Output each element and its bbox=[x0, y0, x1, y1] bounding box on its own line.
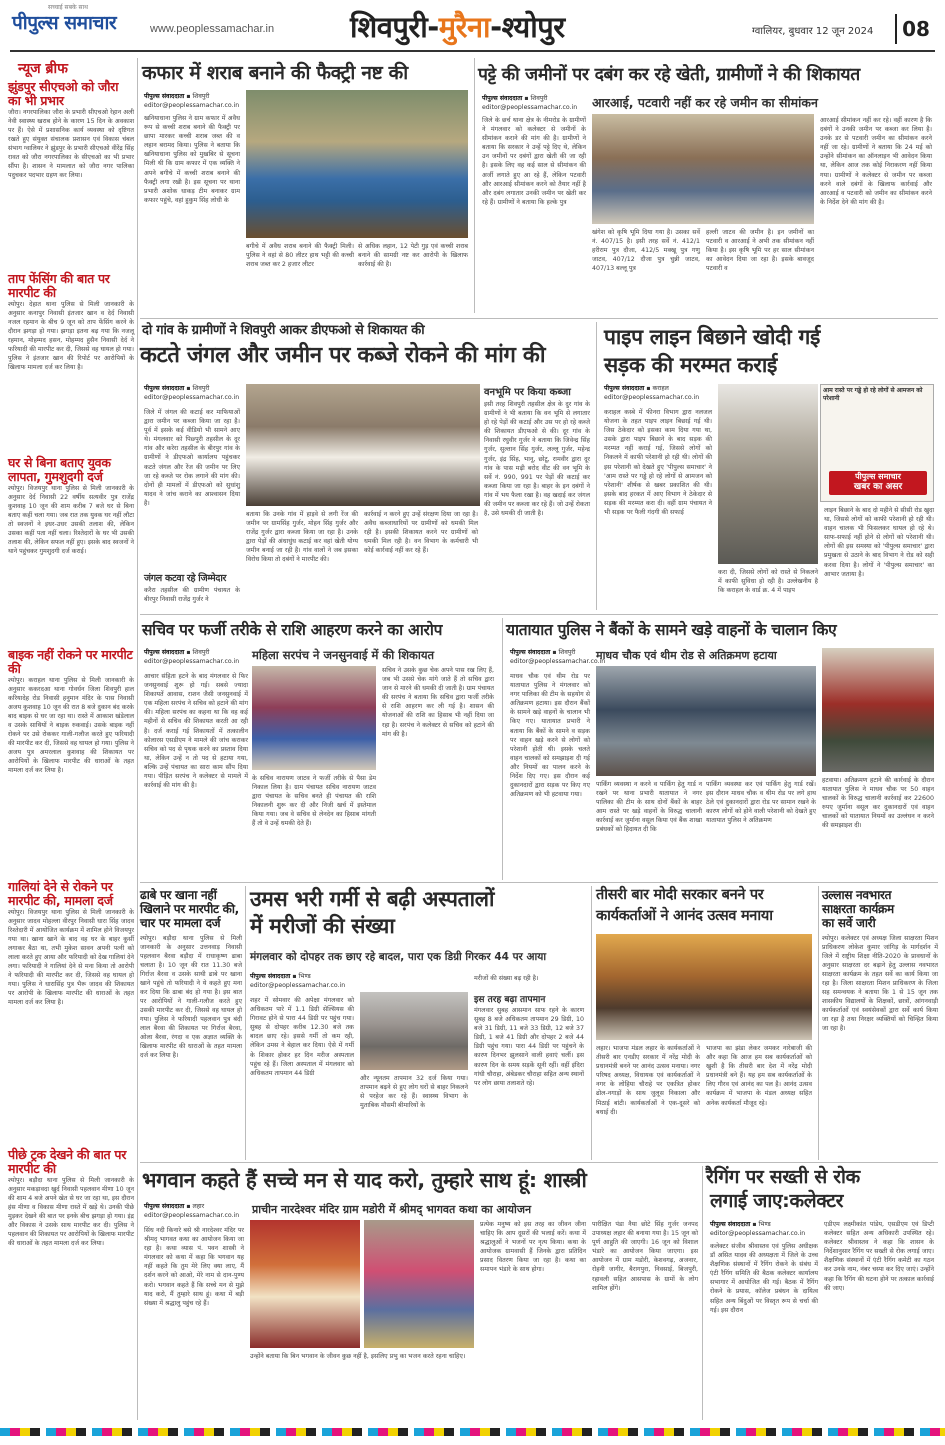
headline: पट्टे की जमीनों पर दबंग कर रहे खेती, ग्रामीणों ने की शिकायत bbox=[478, 65, 860, 85]
section-title-morena: मुरैना bbox=[438, 10, 491, 44]
dateline: ग्वालियर, बुधवार 12 जून 2024 bbox=[752, 26, 874, 37]
headline: पाइप लाइन बिछाने खोदी गई bbox=[604, 325, 820, 349]
byline-email: editor@peoplessamachar.co.in bbox=[510, 658, 606, 665]
brief-item bbox=[8, 456, 134, 644]
headline: भगवान कहते हैं सच्चे मन से याद करो, तुम्हारे साथ हूं: शास्त्री bbox=[142, 1168, 587, 1192]
story-text: सिंध नदी किनारे बसे श्री नारदेश्वर मंदिर पर श्रीमद् भागवत कथा का आयोजन किया जा रहा है। कथा व्यास पं. पवन शास्त्री ने मंगलवार को कथा में कहा कि भगवान यह नहीं कहते कि तुम मेरे लिए क्या लाए, मैं दर्शन करने को आओ, मेरे नाम से दान-पुण्य करो। भगवान कहते हैं कि सच्चे मन से मुझे याद करो, मैं तुम्हारे साथ हूं। कथा में बड़ी संख्या में श्रद्धालु पहुंच रहे हैं। bbox=[144, 1227, 244, 1307]
brief-title: गालियां देने से रोकने पर मारपीट की, मामला दर्ज bbox=[8, 879, 113, 908]
byline-reporter: पीपुल्स संवाददाता bbox=[510, 649, 551, 656]
byline: पीपुल्स संवाददाता ▪ शिवपुरी editor@peoplessamachar.co.in bbox=[144, 649, 240, 665]
subheadline: माधव चौक एवं थीम रोड से अतिक्रमण हटाया bbox=[596, 649, 777, 662]
story-text: पार्किंग व्यवस्था कर एवं पार्किंग हेतु गार्ड रखें। इस दौरान माधव चौक व थीम रोड पर लगे हाथ ठेले एवं दुकानदारों द्वारा रोड पर सामान रखने के कारण लोगों को होने वाली परेशानी को देखते हुए यातायात पुलिस ने अतिक्रमण bbox=[706, 781, 816, 825]
masthead-rule bbox=[10, 50, 935, 52]
section-rule bbox=[140, 1162, 938, 1163]
column-divider bbox=[474, 58, 475, 313]
print-color-bar bbox=[0, 1428, 945, 1436]
column-divider bbox=[702, 1166, 703, 1420]
story-text: जिले में जंगल की कटाई कर माफियाओं द्वारा जमीन पर कब्जा किया जा रहा है। पूर्व में इसके कई वीडियो भी सामने आए थे। मंगलवार को पिछ्पुरी तहसील के दूर गांव और करेरा तहसील के बीरपुर गांव के ग्रामीणों ने डीएफओ कार्यालय पहुंचकर कटते जंगल और रेंज की जमीन पर लिए जा रहे कब्जे पर रोक लगाने की मांग की। दोनों ही मामलों में डीएफओ को सुधांशु यादव ने जांच कराने का आश्वासन दिया है। bbox=[144, 409, 240, 507]
road-photo bbox=[718, 384, 818, 564]
byline-place: लहार bbox=[192, 1203, 205, 1210]
story-heat-hospitals bbox=[248, 888, 588, 1160]
story-text: बताया कि उनके गांव में हाइवे से लगी रेंज की जमीन पर ग्रामसिंह गुर्जर, मोहन सिंह गुर्जर और राजेंद्र गुर्जर द्वारा कब्जा किया जा रहा है। उनके द्वारा पेड़ों की अंधाधुंध कटाई कर वहां खेती योग्य जमीन बनाई जा रही है। गांव वालों ने जब इसका विरोध किया तो दबंगों ने मारपीट की। bbox=[246, 511, 358, 564]
headline: तीसरी बार मोदी सरकार बनने पर bbox=[596, 887, 764, 903]
brief-body: श्योपुर। कराहल थाना पुलिस से मिली जानकारी के अनुसार ककरदआ थाना गोवर्धन जिला शिवपुरी हाल करियादेह रोड निवासी हनुमान मंदिर के पास निवासी अजय कुशवाह 10 जून की रात 8 बजे दुकान बंद करके बाद बाइक से घर जा रहा था। रास्ते में आकाश खंडेलाल व उसके साथियों ने बाइक रुकवाई। उसके बाइक नहीं रोकने पर उसे रोककर गाली-गलौज करते हुए फरियादी की मारपीट कर दी, जिससे वह घायल हो गया। पुलिस ने अजय पुत्र अमरलाल कुशवाह की शिकायत पर आरोपियों के खिलाफ मारपीट की धाराओं के तहत मामला दर्ज कर लिया है। bbox=[8, 677, 134, 774]
preacher-photo bbox=[250, 1220, 360, 1348]
column-divider bbox=[245, 886, 246, 1160]
story-text: लाइन बिछाने के बाद दो महीने से सीसी रोड खुदा था, जिससे लोगों को काफी परेशानी हो रही थी। वाहन चालक भी फिसलकर घायल हो रहे थे। साफ-सफाई नहीं होने से लोगों को परेशानी थी। लोगों की इस समस्या को 'पीपुल्स समाचार' द्वारा प्रमुखता से उठाने के बाद विभाग ने रोड को सही करवा दिया है। लोगों ने 'पीपुल्स समाचार' का आभार जताया है। bbox=[824, 507, 934, 578]
story-text: एडीएम लक्ष्मीकांत पांडेय, एसडीएम एवं डिप्टी कलेक्टर सहित अन्य अधिकारी उपस्थित रहे। कलेक्टर श्रीवास्तव ने कहा कि शासन के निर्देशानुसार रैगिंग पर सख्ती से रोक लगाई जाए। शैक्षणिक संस्थानों में एंटी रैगिंग कमेटी का गठन कर उनके नाम, नंबर चस्पा कर दिए जाएं। उन्होंने कहा कि रैगिंग की घटना होने पर तत्काल कार्रवाई की जाए। bbox=[824, 1221, 934, 1292]
story-dhaba-assault bbox=[140, 888, 242, 1160]
brief-item bbox=[8, 880, 134, 1144]
sarpanch-photo bbox=[252, 666, 376, 770]
story-text: हटवाया। अतिक्रमण हटाने की कार्रवाई के दौरान यातायात पुलिस ने माधव चौक पर 50 वाहन चालकों के विरुद्ध चालानी कार्रवाई कर 22600 रुपए जुर्माना वसूल कर दुकानदारों एवं वाहन चालकों को यातायात नियमों का उल्लंघन न करने की समझाइश दी। bbox=[822, 777, 934, 830]
byline: पीपुल्स संवाददाता ▪ शिवपुरी editor@peoplessamachar.co.in bbox=[482, 95, 578, 111]
story-text: मरीजों की संख्या बढ़ रही है। bbox=[474, 975, 539, 982]
story-text: मंगलवार सुबह आसमान साफ रहने के कारण सुबह 8 बजे अधिकतम तापमान 29 डिग्री, 10 बजे 31 डिग्री, 11 बजे 33 डिग्री, 12 बजे 37 डिग्री, 1 बजे 41 डिग्री और दोपहर 2 बजे 44 डिग्री पहुंच गया। पारा 44 डिग्री पर पहुंचने के कारण दिनभर झुलसाने वाली हवाएं चलीं। इस कारण दिन के समय सड़कें सूनी रहीं। वहीं इंदिरा गांधी चौराहा, अंबेडकर चौराहा सहित अन्य स्थानों पर लोग छाया तलाशते रहे। bbox=[474, 1007, 584, 1087]
byline-place: कराहल bbox=[652, 385, 669, 392]
clip-badge bbox=[829, 471, 927, 495]
byline-place: शिवपुरी bbox=[192, 93, 210, 100]
brief-item bbox=[8, 272, 134, 452]
brand-logo bbox=[12, 4, 152, 42]
byline-place: शिवपुरी bbox=[192, 385, 210, 392]
subheadline: प्राचीन नारदेश्वर मंदिर ग्राम मडोरी में श्रीमद् भागवत कथा का आयोजन bbox=[252, 1203, 532, 1216]
story-text: भाजपा का झंडा लेकर जमकर नारेबाजी की और कहा कि आज हम सब कार्यकर्ताओं को खुशी है कि तीसरी बार देश में नरेंद्र मोदी प्रधानमंत्री बने हैं। यह हम सब कार्यकर्ताओं के लिए गौरव एवं आनंद का पल है। आनंद उत्सव कार्यक्रम में भाजपा के मंडल अध्यक्ष सहित अनेक कार्यकर्ता मौजूद रहे। bbox=[706, 1045, 812, 1107]
byline-email: editor@peoplessamachar.co.in bbox=[250, 982, 346, 989]
byline-reporter: पीपुल्स संवाददाता bbox=[710, 1221, 751, 1228]
story-text: लहार। भाजपा मंडल लहार के कार्यकर्ताओं ने तीसरी बार एनडीए सरकार में नरेंद्र मोदी के प्रधानमंत्री बनने पर आनंद उत्सव मनाया। नगर परिषद अध्यक्ष, विधायक एवं कार्यकर्ताओं ने नगर के लोहिया चौराहे पर एकत्रित होकर ढोल-नगाड़ों के साथ जुलूस निकाला और मिठाई बांटी। कार्यकर्ताओं ने एक-दूसरे को बधाई दी। bbox=[596, 1045, 700, 1116]
headline: रैगिंग पर सख्ती से रोक bbox=[706, 1166, 860, 1188]
section-rule bbox=[140, 882, 938, 883]
story-traffic-police bbox=[506, 618, 938, 880]
headline: साक्षरता कार्यक्रम bbox=[822, 902, 894, 916]
news-brief-sidebar bbox=[8, 60, 134, 1420]
story-text: हल्ली जाटव की जमीन है। इन जमीनों का पटवारी व आरआई ने अभी तक सीमांकन नहीं किया है। इस कृषि भूमि पर हर साल सीमांकन का आवेदन दिया जा रहा है। इसके बावजूद पटवारी व bbox=[706, 229, 814, 273]
brief-item bbox=[8, 648, 134, 876]
story-text: प्रत्येक मनुष्य को इस तरह का जीवन जीना चाहिए कि आप दूसरों की भलाई करें। कथा में श्रद्धालुओं ने भजनों पर नृत्य किया। कथा के आयोजक ग्रामवासी हैं जिनके द्वारा प्रतिदिन प्रसाद वितरण किया जा रहा है। कथा का समापन भंडारे के साथ होगा। bbox=[480, 1221, 586, 1274]
brief-body: श्योपुर। बड़ौदा थाना पुलिस से मिली जानकारी के अनुसार मकड़ावदा खुर्द निवासी पहलवान मीणा 10 जून की शाम 4 बजे अपने खेत से घर जा रहा था, इस दौरान हंस मीणा व विकास मीणा रास्ते में खड़े थे। उनकी पीछे मुड़कर देखने की बात पर इनके बीच झगड़ा हो गया। इंद्र और विकास ने उसके साथ मारपीट कर दी। पुलिस ने पहलवान की शिकायत पर आरोपियों के खिलाफ मारपीट की धाराओं के तहत मामला दर्ज कर लिया। bbox=[8, 1177, 134, 1247]
story-text: खंगेश को कृषि भूमि दिया गया है। उसका सर्वे नं. 407/15 है। इसी तरह सर्वे नं. 412/1 हरीराम पुत्र दौजा, 412/5 मक्खू पुत्र गणु जाटव, 407/12 दौजा पुत्र चुन्नी जाटव, 407/13 बल्लू पुत्र bbox=[592, 229, 700, 273]
street-photo bbox=[360, 992, 468, 1070]
news-brief-label: न्यूज ब्रीफ bbox=[18, 61, 68, 77]
byline-email: editor@peoplessamachar.co.in bbox=[710, 1230, 806, 1237]
story-text: से अधिक लहान, 12 पेटी गुड़ एवं कच्ची शराब बनाने की सामग्री नष्ट कर आरोपी के खिलाफ कार्रवाई की है। bbox=[358, 243, 468, 269]
subsection-title: जंगल कटवा रहे जिम्मेदार bbox=[144, 573, 227, 584]
headline: ढाबे पर खाना नहीं खिलाने पर मारपीट की, चार पर मामला दर्ज bbox=[140, 888, 239, 930]
story-text: आरआई सीमांकन नहीं कर रहे। वहीं कारण है कि दबंगों ने उनकी जमीन पर कब्जा कर लिया है। उनके डर से पटवारी जमीन का सीमांकन करने नहीं जा रहे। ग्रामीणों ने बताया कि 24 मई को उन्होंने सीमांकन का ऑनलाइन भी आवेदन किया था, लेकिन आज तक कोई निराकरण नहीं किया गया। ग्रामीणों ने कलेक्टर से जमीन पर कब्जा करने वाले दबंगों के खिलाफ कार्रवाई और आरआई व पटवारी को जमीन का सीमांकन करने के निर्देश देने की मांग की है। bbox=[820, 117, 932, 206]
byline-email: editor@peoplessamachar.co.in bbox=[144, 394, 240, 401]
story-secretary-fraud bbox=[140, 618, 498, 880]
byline-email: editor@peoplessamachar.co.in bbox=[604, 394, 700, 401]
kicker: दो गांव के ग्रामीणों ने शिवपुरी आकर डीएफओ से शिकायत की bbox=[142, 323, 425, 338]
section-title bbox=[350, 10, 650, 46]
byline-reporter: पीपुल्स संवाददाता bbox=[250, 973, 291, 980]
byline: पीपुल्स संवाददाता ▪ लहार editor@peoplessamachar.co.in bbox=[144, 1203, 240, 1219]
subheadline: महिला सरपंच ने जनसुनवाई में की शिकायत bbox=[252, 648, 435, 662]
headline: सचिव पर फर्जी तरीके से राशि आहरण करने का आरोप bbox=[142, 621, 443, 639]
byline: पीपुल्स संवाददाता ▪ शिवपुरी editor@peoplessamachar.co.in bbox=[144, 93, 240, 109]
headline: उमस भरी गर्मी से बढ़ी अस्पतालों bbox=[250, 887, 495, 911]
section-rule bbox=[140, 614, 938, 615]
celebration-photo bbox=[596, 934, 812, 1040]
story-text: जिले के छर्च थाना क्षेत्र के नीमरोड के ग्रामीणों ने मंगलवार को कलेक्टर से जमीनों के सीमांकन कराने की मांग की है। ग्रामीणों ने बताया कि सरकार ने उन्हें पट्टे दिए थे, लेकिन उन जमीनों पर दबंगों द्वारा खेती की जा रही है। इसके लिए वह कई साल से सीमांकन की अर्जी लगाते हुए आ रहे हैं, लेकिन पटवारी और आरआई सीमांकन करने को तैयार नहीं है और दबंग लगातार उनकी जमीन पर खेती कर रहे हैं। ग्रामीणों ने बताया कि हल्के पुत्र bbox=[482, 117, 586, 206]
byline-place: शिवपुरी bbox=[558, 649, 576, 656]
villagers-photo bbox=[592, 114, 814, 224]
byline: पीपुल्स संवाददाता ▪ शिवपुरी editor@peoplessamachar.co.in bbox=[510, 649, 606, 665]
byline-reporter: पीपुल्स संवाददाता bbox=[144, 649, 185, 656]
subheadline: मंगलवार को दोपहर तक छाए रहे बादल, पारा एक डिग्री गिरकर 44 पर आया bbox=[250, 951, 547, 963]
story-land-encroachment bbox=[478, 58, 938, 316]
story-text: शहर में सोमवार की अपेक्षा मंगलवार को अधिकतम पारे में 1.1 डिग्री सेल्सियस की गिरावट होने से पारा 44 डिग्री पर पहुंच गया। सुबह से दोपहर करीब 12.30 बजे तक बादल छाए रहे। इससे गर्मी तो कम रही, लेकिन उमस ने बेहाल कर दिया। ऐसे में गर्मी के शिकार होकर हर दिन मरीज अस्पताल पहुंच रहे हैं। जिला अस्पताल में मंगलवार को अधिकतम तापमान 44 डिग्री bbox=[250, 997, 354, 1077]
villagers-dfo-photo bbox=[246, 384, 480, 506]
byline-reporter: पीपुल्स संवाददाता bbox=[144, 93, 185, 100]
subheadline: आरआई, पटवारी नहीं कर रहे जमीन का सीमांकन bbox=[592, 95, 818, 110]
site-url: www.peoplessamachar.in bbox=[150, 23, 275, 35]
column-divider bbox=[502, 618, 503, 880]
brief-body: श्योपुर। देहात थाना पुलिस से मिली जानकारी के अनुसार कनापुर निवासी इंतजार खान व देर्द निवासी नजल रहमान के बीच 9 जून को ताप फेंसिंग करने के दौरान झगड़ा हो गया। झगड़ा इतना बढ़ गया कि नजलू रहमान, मोहम्मद हसन, मोहम्मद हुसैन निवासी देर्द ने फरियादी की मारपीट कर दी, जिससे वह घायल हो गया। पुलिस ने इंतजार खान की रिपोर्ट पर आरोपियों के खिलाफ मामला दर्ज कर लिया है। bbox=[8, 301, 134, 371]
byline-place: भिण्ड bbox=[758, 1221, 771, 1228]
story-text: कार्रवाई न करने हुए उन्हें संरक्षण दिया जा रहा है। अवैध कब्जाधारियों पर ग्रामीणों को धमकी मिल रही है। इसकी शिकायत करने पर ग्रामीणों को धमकी मिल रही है। वन विभाग के कर्मचारी भी कोई कार्रवाई नहीं कर रहे हैं। bbox=[364, 511, 478, 555]
story-text: करा दी, जिससे लोगों को रास्ते से निकलने में काफी सुविधा हो रही है। उल्लेखनीय है कि कराहल के वार्ड क्र. 4 में पाइप bbox=[718, 569, 818, 595]
news-clip bbox=[820, 384, 934, 502]
byline-email: editor@peoplessamachar.co.in bbox=[144, 1212, 240, 1219]
story-text: आचार संहिता हटने के बाद मंगलवार से फिर जनसुनवाई शुरू हो गई। सबसे ज्यादा शिकायतें आवास, राशन जैसी जनसुनवाई में एक महिला सरपंच ने सचिव को हटाने की मांग की। महिला सरपंच का कहना था कि वह कई महीनों से सचिव की शिकायत करती आ रही है। दर्ज कराई गई शिकायतों में तत्कालीन कोलारस एसडीएम ने मामले की जांच कराकर सचिव को पद से पृथक करने का प्रस्ताव दिया था, लेकिन उन्हें न तो पद से हटाया गया, बल्कि उन्हें पंचायत का सारा काम सौंप दिया गया। पीड़ित सरपंच ने कलेक्टर से मामले में कार्रवाई की मांग की है। bbox=[144, 673, 248, 790]
byline: पीपुल्स संवाददाता ▪ भिण्ड editor@peoplessamachar.co.in bbox=[250, 973, 346, 989]
headline: उल्लास नवभारत bbox=[822, 888, 892, 902]
section-title-shivpuri: शिवपुरी- bbox=[350, 10, 439, 44]
subsection-title: इस तरह बढ़ा तापमान bbox=[474, 995, 546, 1005]
brief-body: श्योपुर। विजयपुर थाना पुलिस से मिली जानकारी के अनुसार देर्द निवासी 22 वर्षीय सत्यवीर पुत्र राजेंद्र कुशवाह 10 जून की शाम करीब 7 बजे घर से बिना बताए कहीं चला गया। जब रात तक युवक घर नहीं लौटा तो स्वजनों ने इधर-उधर उसकी तलाश की, लेकिन उसका कहीं पता नहीं चला। रिश्तेदारों के घर भी उसकी तलाश की, लेकिन सफल नहीं हुए। इसके बाद स्वजनों ने थाने पहुंचकर गुमशुदगी दर्ज कराई। bbox=[8, 485, 134, 555]
story-text: बगीचे में अवैध शराब बनाने की फैक्ट्री मिली। पुलिस ने वहां से 80 लीटर हाथ भट्टी की कच्ची शराब जब्त कर 2 हजार लीटर bbox=[246, 243, 354, 269]
subsection-title: वनभूमि पर किया कब्जा bbox=[484, 387, 571, 398]
story-text: पार्किंग व्यवस्था न करने व पार्किंग हेतु गार्ड न रखने पर थाना प्रभारी यातायात ने नगर पालिका की टीम के साथ दोनों बैंकों के बाहर आम रास्ते पर खड़े वाहनों के विरुद्ध चालानी कार्रवाई कर जुर्माना वसूल किया एवं बैंक शाखा प्रबंधकों को हिदायत दी कि bbox=[596, 781, 702, 834]
story-text: के सचिव नारायण जाटव ने फर्जी तरीके से पैसा डेम निकाल लिया है। ग्राम पंचायत सचिव नारायण जाटव द्वारा पंचायत के सचिव बनते ही पंचायत की राशि निकालनी शुरू कर दी और निजी खर्च में इस्तेमाल किया गया। जब वे सचिव से लेनदेन का हिसाब मांगती हैं तो वे उन्हें धमकी देते हैं। bbox=[252, 775, 376, 828]
story-text: श्योपुर। बड़ौदा थाना पुलिस से मिली जानकारी के अनुसार उत्तनवाड़ निवासी पहलवान बैरवा बड़ौदा में राधाकृष्ण ढाबा चलाता है। 10 जून की रात 11.30 बजे गिर्राज बैरवा व उसके साथी ढाबे पर खाना खाने पहुंचे तो फरियादी ने ये कहते हुए मना कर दिया कि ढाबा बंद हो गया है। इस बात पर आरोपियों ने गाली-गलौज करते हुए उसकी मारपीट कर दी, जिससे वह घायल हो गया। पुलिस ने फरियादी पहलवान पुत्र बंदी लाल बैरवा की शिकायत पर गिर्राज बैरवा, ओला बैरवा, रंगदा व एक अज्ञात व्यक्ति के खिलाफ मारपीट की धाराओं के तहत मामला दर्ज कर लिया है। bbox=[140, 935, 242, 1059]
story-text: उन्होंने बताया कि बिन भगवान के जीवन कुछ नहीं है, इसलिए प्रभु का भजन करते रहना चाहिए। bbox=[250, 1353, 466, 1360]
masthead bbox=[0, 0, 945, 52]
clip-brand: पीपुल्स समाचार bbox=[855, 472, 901, 481]
byline-email: editor@peoplessamachar.co.in bbox=[482, 104, 578, 111]
headline: में मरीजों की संख्या bbox=[250, 914, 395, 939]
page-number: 08 bbox=[902, 17, 930, 41]
story-text: सचिव ने उसके कुछ चेक अपने पास रख लिए हैं, जब भी उससे चेक मांगे जाते हैं तो सचिव द्वारा जान से मारने की धमकी दी जाती है। ग्राम पंचायत की सरपंच ने बताया कि सचिव द्वारा फर्जी तरीके से राशि आहरण कर ली गई है। शासन की योजनाओं की राशि का हिसाब भी नहीं दिया जा रहा है। सरपंच ने कलेक्टर से सचिव को हटाने की मांग की है। bbox=[382, 667, 494, 738]
byline-place: शिवपुरी bbox=[530, 95, 548, 102]
headline: कफार में शराब बनाने की फैक्ट्री नष्ट की bbox=[142, 62, 408, 84]
brief-body: श्योपुर। विजयपुर थाना पुलिस से मिली जानकारी के अनुसार जादव मोहल्ला वीरपुर निवासी धारा सिंह जादव रिश्तेदारी में आयोजित कार्यक्रम में शामिल होने विजयपुर गया था। खाना खाने के बाद वह घर के बाहर कुर्सी लगाकर बैठा था, तभी मुकेश सावन अपनी पत्नी को लाला करते हुए आया और फरियादी को देख गालियां देने लगा। फरियादी ने गालियां देने से मना किया तो आरोपी ने फरियादी की मारपीट कर दी, जिससे वह घायल हो गया। पुलिस ने धारासिंह पुत्र भैरू जादव की शिकायत पर आरोपी के खिलाफ मारपीट की धाराओं के तहत मामला दर्ज कर लिया है। bbox=[8, 909, 134, 1006]
story-text: खनियाधाना पुलिस ने ग्राम कफार में अवैध रूप से कच्ची शराब बनाने की फैक्ट्री पर छापा मारकर कच्ची शराब जब्त की व लहान बरामद किया। पुलिस ने बताया कि खनियाधाना पुलिस को मुखबिर से सूचना मिली थी कि ग्राम कफार में एक व्यक्ति ने अपने बगीचे में कच्ची शराब बनाने की फैक्ट्री लगा रखी है। इस सूचना पर थाना प्रभारी अशोक धाकड़ टीम बनाकर ग्राम कफार पहुंचे, वहां हुकुम सिंह लोधी के bbox=[144, 115, 240, 204]
story-bhagwat-katha bbox=[140, 1166, 700, 1418]
story-text: पारीक्षित पंडा नैया छोटे सिंह गुर्जर जनपद उपाध्यक्ष लहार की बनाया गया है। 15 जून को पूर्ण आहुति की जाएगी। 16 जून को विशाल भंडारे का आयोजन किया जाएगा। इस आयोजन में ग्राम मडोरी, केशवगढ़, अजनार, रोहनी जागीर, बैरागपुरा, निवसाई, बिजपुरी, रहावली सहित आसपास के ग्रामों के लोग शामिल होंगे। bbox=[592, 1221, 698, 1292]
page-number-box bbox=[895, 14, 935, 44]
byline-reporter: पीपुल्स संवाददाता bbox=[482, 95, 523, 102]
brief-item bbox=[8, 80, 134, 268]
story-text: इसी तरह शिवपुरी तहसील क्षेत्र के दुर गांव के ग्रामीणों ने भी बताया कि वन भूमि से लगातार हो रहे पेड़ों की कटाई और उस पर हो रहे कब्जे की शिकायत डीएफओ से की। दूर गांव के निवासी रघुवीर गुर्जर ने बताया कि जिवेन्द्र सिंह गुर्जर, सुल्तान सिंह गुर्जर, लल्लू गुर्जर, महेन्द्र गुर्जर, इंद्र सिंह, भानू, छोटू, रामवीर द्वारा दूर गांव के पास मढ़ी बरोद वीट की वन भूमि के सर्वे नं. 990, 991 पर पेड़ों की कटाई कर कब्जा किया जा रहा है। बाहर के इन दबंगों ने गांव में भय फैला रखा है। वह खदाई कर जंगल की जमीन पर कब्जा कर रहे हैं। जो उन्हें रोकता है, उसे धमकी दी जाती है। bbox=[484, 401, 590, 518]
byline-place: भिण्ड bbox=[298, 973, 311, 980]
column-divider bbox=[596, 322, 597, 610]
headline: का सर्वे जारी bbox=[822, 916, 876, 930]
column-divider bbox=[591, 886, 592, 1160]
story-liquor-factory bbox=[140, 58, 470, 318]
byline-email: editor@peoplessamachar.co.in bbox=[144, 658, 240, 665]
byline: पीपुल्स संवाददाता ▪ भिण्ड editor@peoplessamachar.co.in bbox=[710, 1221, 806, 1237]
story-text: माधव चौक एवं थीम रोड पर यातायात पुलिस ने मंगलवार को नगर पालिका की टीम के सहयोग से अतिक्रमण हटाया। इस दौरान बैंकों के सामने खड़े वाहनों के चालान भी किए गए। यातायात प्रभारी ने बताया कि बैंकों के सामने व सड़क पर वाहन खड़े करने से लोगों को परेशानी होती थी। इसके चलते वाहन चालकों को समझाइश दी गई और नियमों का पालन करने के निर्देश दिए गए। इस दौरान कई दुकानदारों द्वारा सड़क पर किए गए अतिक्रमण को भी हटवाया गया। bbox=[510, 673, 590, 799]
byline-reporter: पीपुल्स संवाददाता bbox=[604, 385, 645, 392]
story-ragging-collector bbox=[706, 1166, 938, 1418]
byline-reporter: पीपुल्स संवाददाता bbox=[144, 385, 185, 392]
story-literacy-survey bbox=[822, 888, 938, 1160]
bikes-photo bbox=[596, 666, 816, 776]
headline: यातायात पुलिस ने बैंकों के सामने खड़े वाहनों के चालान किए bbox=[506, 621, 837, 639]
brand-name: पीपुल्स समाचार bbox=[12, 12, 117, 34]
brief-title: झुंडपुर सीएचओ को जौरा का भी प्रभार bbox=[8, 79, 119, 108]
brief-item bbox=[8, 1148, 134, 1326]
byline: पीपुल्स संवाददाता ▪ शिवपुरी editor@peoplessamachar.co.in bbox=[144, 385, 240, 401]
brief-title: घर से बिना बताए युवक लापता, गुमशुदगी दर्ज bbox=[8, 455, 111, 484]
column-divider bbox=[818, 886, 819, 1160]
headline: कटते जंगल और जमीन पर कब्जे रोकने की मांग की bbox=[140, 342, 546, 368]
story-text: श्योपुर। कलेक्टर एवं अध्यक्ष जिला साक्षरता मिशन प्राधिकरण लोकेश कुमार जांगिड़ के मार्गदर्शन में जिले में राष्ट्रीय शिक्षा नीति-2020 के प्रावधानों के अनुसार साक्षरता दर बढ़ाने हेतु उल्लास नवभारत साक्षरता कार्यक्रम के तहत सर्वे का कार्य किया जा रहा है। जिला साक्षरता मिशन प्राधिकरण के जिला सह समन्वयक ने बताया कि 1 से 15 जून तक शासकीय विद्यालयों के शिक्षकों, छात्रों, आंगनवाड़ी कार्यकर्ताओं एवं स्वयंसेवकों द्वारा सर्वे कार्य किया जा रहा है तथा निरक्षर व्यक्तियों को चिन्हित किया जा रहा है। bbox=[822, 935, 938, 1032]
devotees-photo bbox=[364, 1220, 474, 1348]
section-title-sheopur: -श्योपुर bbox=[490, 10, 565, 44]
story-pipeline-road bbox=[600, 322, 938, 610]
byline-email: editor@peoplessamachar.co.in bbox=[144, 102, 240, 109]
brief-title: ताप फेंसिंग की बात पर मारपीट की bbox=[8, 271, 110, 300]
story-forest-encroachment bbox=[140, 322, 592, 610]
tractor-photo bbox=[822, 648, 934, 772]
byline-place: शिवपुरी bbox=[192, 649, 210, 656]
byline: पीपुल्स संवाददाता ▪ कराहल editor@peoplessamachar.co.in bbox=[604, 385, 700, 401]
section-rule bbox=[140, 318, 938, 319]
sidebar-subhead bbox=[484, 384, 590, 398]
story-text: करैरा तहसील की ग्रामीण पंचायत के बीरपुर निवासी राजेंद्र गुर्जर ने bbox=[144, 587, 240, 604]
brand-tagline: सच्चाई सबके साथ bbox=[48, 4, 88, 11]
headline: सड़क की मरम्मत कराई bbox=[604, 353, 777, 378]
brief-title: पीछे ट्रक देखने की बात पर मारपीट की bbox=[8, 1147, 127, 1176]
headline: लगाई जाए:कलेक्टर bbox=[710, 1189, 844, 1212]
headline: कार्यकर्ताओं ने आनंद उत्सव मनाया bbox=[596, 908, 773, 925]
sidebar-divider bbox=[137, 58, 138, 1420]
byline-reporter: पीपुल्स संवाददाता bbox=[144, 1203, 185, 1210]
story-text: कराहल कस्बे में फीनरा विभाग द्वारा नलजल योजना के तहत पाइप लाइन बिछाई गई थी। जिस ठेकेदार को इसका काम दिया गया था, उसके द्वारा पाइप बिछाने के बाद सड़क की मरम्मत नहीं कराई गई, जिससे लोगों को निकलने में काफी परेशानी हो रही थी। लोगों की इस परेशानी को देखते हुए 'पीपुल्स समाचार' ने 'आम रास्ते पर गड्ढे हो रहे लोगों से आमजन को परेशानी' शीर्षक से खबर प्रकाशित की थी। इसके बाद हरकत में आए विभाग ने ठेकेदार से सड़क की मरम्मत करा दी। वहीं ग्राम पंचायत ने भी सड़क पर फैली गंदगी की सफाई bbox=[604, 409, 712, 517]
clip-text: आम रास्ते पर गड्ढे हो रहे लोगों से आमजन को परेशानी bbox=[823, 387, 923, 402]
story-text: कलेक्टर संजीव श्रीवास्तव एवं पुलिस अधीक्षक डॉ असित यादव की अध्यक्षता में जिले के उच्च शैक्षणिक संस्थानों में रैगिंग रोकने के संबंध में एंटी रैगिंग समिति की बैठक कलेक्टर कार्यालय सभागार में आयोजित की गई। बैठक में रैगिंग रोकने के प्रयास, कॉलेज प्रबंधन के दायित्व सहित अन्य बिंदुओं पर विस्तृत रूप से चर्चा की गई। इस दौरान bbox=[710, 1243, 818, 1314]
clip-badge-label: खबर का असर bbox=[853, 482, 903, 492]
story-modi-celebration bbox=[594, 888, 816, 1160]
raid-photo bbox=[246, 90, 468, 238]
brief-title: बाइक नहीं रोकने पर मारपीट की bbox=[8, 647, 133, 676]
story-text: और न्यूनतम तापमान 32 दर्ज किया गया। तापमान बढ़ने से हुए लोग घरों से बाहर निकलने से परहेज कर रहे हैं। स्वास्थ्य विभाग के मुताबिक मौसमी बीमारियों के bbox=[360, 1075, 468, 1110]
brief-body: जौरा। नगरपालिका जौरा के प्रभारी सीएचओ रेहान अली नेवी स्वास्थ्य खराब होने के कारण 15 दिन के अवकाश पर हैं। ऐसे में प्रशासनिक कार्य व्यवस्था को दृष्टिगत रखते हुए संयुक्त संचालक प्रशासन एवं विकास चंबल संभाग ग्वालियर ने झुंडपुर के प्रभारी सीएचओ वीरेंद्र सिंह रावत को जौरा नगरपालिका के सीएचओ का भी प्रभार सौंपा है। शासन ने मामलात को जौरा नगर पालिका पदुचकर पदभार ग्रहण कर लिया। bbox=[8, 109, 134, 179]
